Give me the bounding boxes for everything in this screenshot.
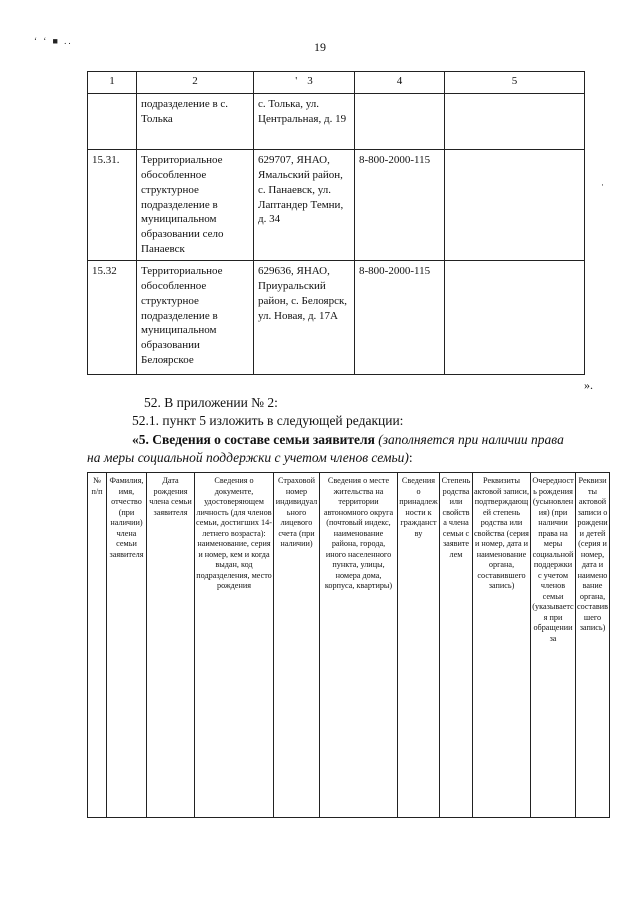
table-header-row: [88, 72, 585, 94]
office-address: с. Толька, ул. Центральная, д. 19: [254, 94, 355, 150]
offices-table: [87, 71, 585, 375]
section-note: (заполняется при наличии права: [374, 432, 564, 447]
table-header-row: [88, 473, 610, 818]
office-name: Территориальное обособленное структурное подразделение в муниципальном образовании Белоярское: [137, 261, 254, 375]
office-address: 629707, ЯНАО, Ямальский район, с. Панаевск, ул. Лаптандер Темни, д. 34: [254, 150, 355, 261]
col-header-full-name: Фамилия, имя, отчество (при наличии) члена семьи заявителя: [107, 473, 147, 818]
paragraph-52-1: 52.1. пункт 5 изложить в следующей редакции:: [132, 413, 404, 428]
office-phone: [355, 94, 445, 150]
scan-marks: ‘ ‘ ■ ..: [34, 36, 73, 46]
header-cell-5: 5: [445, 72, 585, 94]
office-phone: 8-800-2000-115: [355, 150, 445, 261]
office-col5: [445, 94, 585, 150]
office-phone: 8-800-2000-115: [355, 261, 445, 375]
col-header-identity-document: Сведения о документе, удостоверяющем личность (для членов семьи, достигших 14-летнего возраста): наименование, серия и номер, кем и когда выдан, код подразделения, место рождения: [195, 473, 274, 818]
section-title: «5. Сведения о составе семьи заявителя: [132, 432, 375, 447]
col-header-birth-record: Реквизиты актовой записи о рождении детей (серия и номер, дата и наименование органа, составившего запись): [576, 473, 610, 818]
office-address: 629636, ЯНАО, Приуральский район, с. Белоярск, ул. Новая, д. 17А: [254, 261, 355, 375]
closing-quote: ».: [584, 378, 593, 392]
header-cell-3: [254, 72, 355, 94]
header-cell-4: 4: [355, 72, 445, 94]
stray-dot: ·: [601, 180, 604, 190]
row-number: 15.31.: [88, 150, 137, 261]
office-col5: [445, 261, 585, 375]
table-row: [88, 150, 585, 261]
col-header-citizenship: Сведения о принадлежности к гражданству: [398, 473, 440, 818]
col-header-birth-date: Дата рождения члена семьи заявителя: [147, 473, 195, 818]
col-header-snils: Страховой номер индивидуального лицевого счета (при наличии): [274, 473, 320, 818]
paragraph-point-5: [132, 432, 564, 448]
row-number: 15.32: [88, 261, 137, 375]
col-header-number: № п/п: [88, 473, 107, 818]
section-colon: :: [408, 450, 413, 465]
family-composition-table: [87, 472, 610, 818]
header-mark: ': [295, 75, 298, 87]
table-row: [88, 94, 585, 150]
header-cell-1: 1: [88, 72, 137, 94]
table-row: [88, 261, 585, 375]
col-header-residence: Сведения о месте жительства на территории автономного округа (почтовый индекс, наименование района, города, иного населенного пункта, улицы, номера дома, корпуса, квартиры): [320, 473, 398, 818]
page-number: 19: [314, 40, 326, 54]
office-col5: [445, 150, 585, 261]
row-number: [88, 94, 137, 150]
paragraph-52: 52. В приложении № 2:: [144, 395, 278, 410]
office-name: подразделение в с. Толька: [137, 94, 254, 150]
header-cell-3-label: 3: [307, 75, 313, 87]
col-header-birth-order: Очередность рождения (усыновления) (при наличии права на меры социальной поддержки с учетом членов семьи (указывается при обращении за: [531, 473, 576, 818]
paragraph-point-5-cont: [87, 450, 413, 466]
header-cell-2: 2: [137, 72, 254, 94]
col-header-act-record: Реквизиты актовой записи, подтверждающей степень родства или свойства (серия и номер, дата и наименование органа, составившего запись): [473, 473, 531, 818]
col-header-kinship: Степень родства или свойства члена семьи с заявителем: [440, 473, 473, 818]
office-name: Территориальное обособленное структурное подразделение в муниципальном образовании село Панаевск: [137, 150, 254, 261]
section-note-cont: на меры социальной поддержки с учетом членов семьи): [87, 450, 409, 465]
